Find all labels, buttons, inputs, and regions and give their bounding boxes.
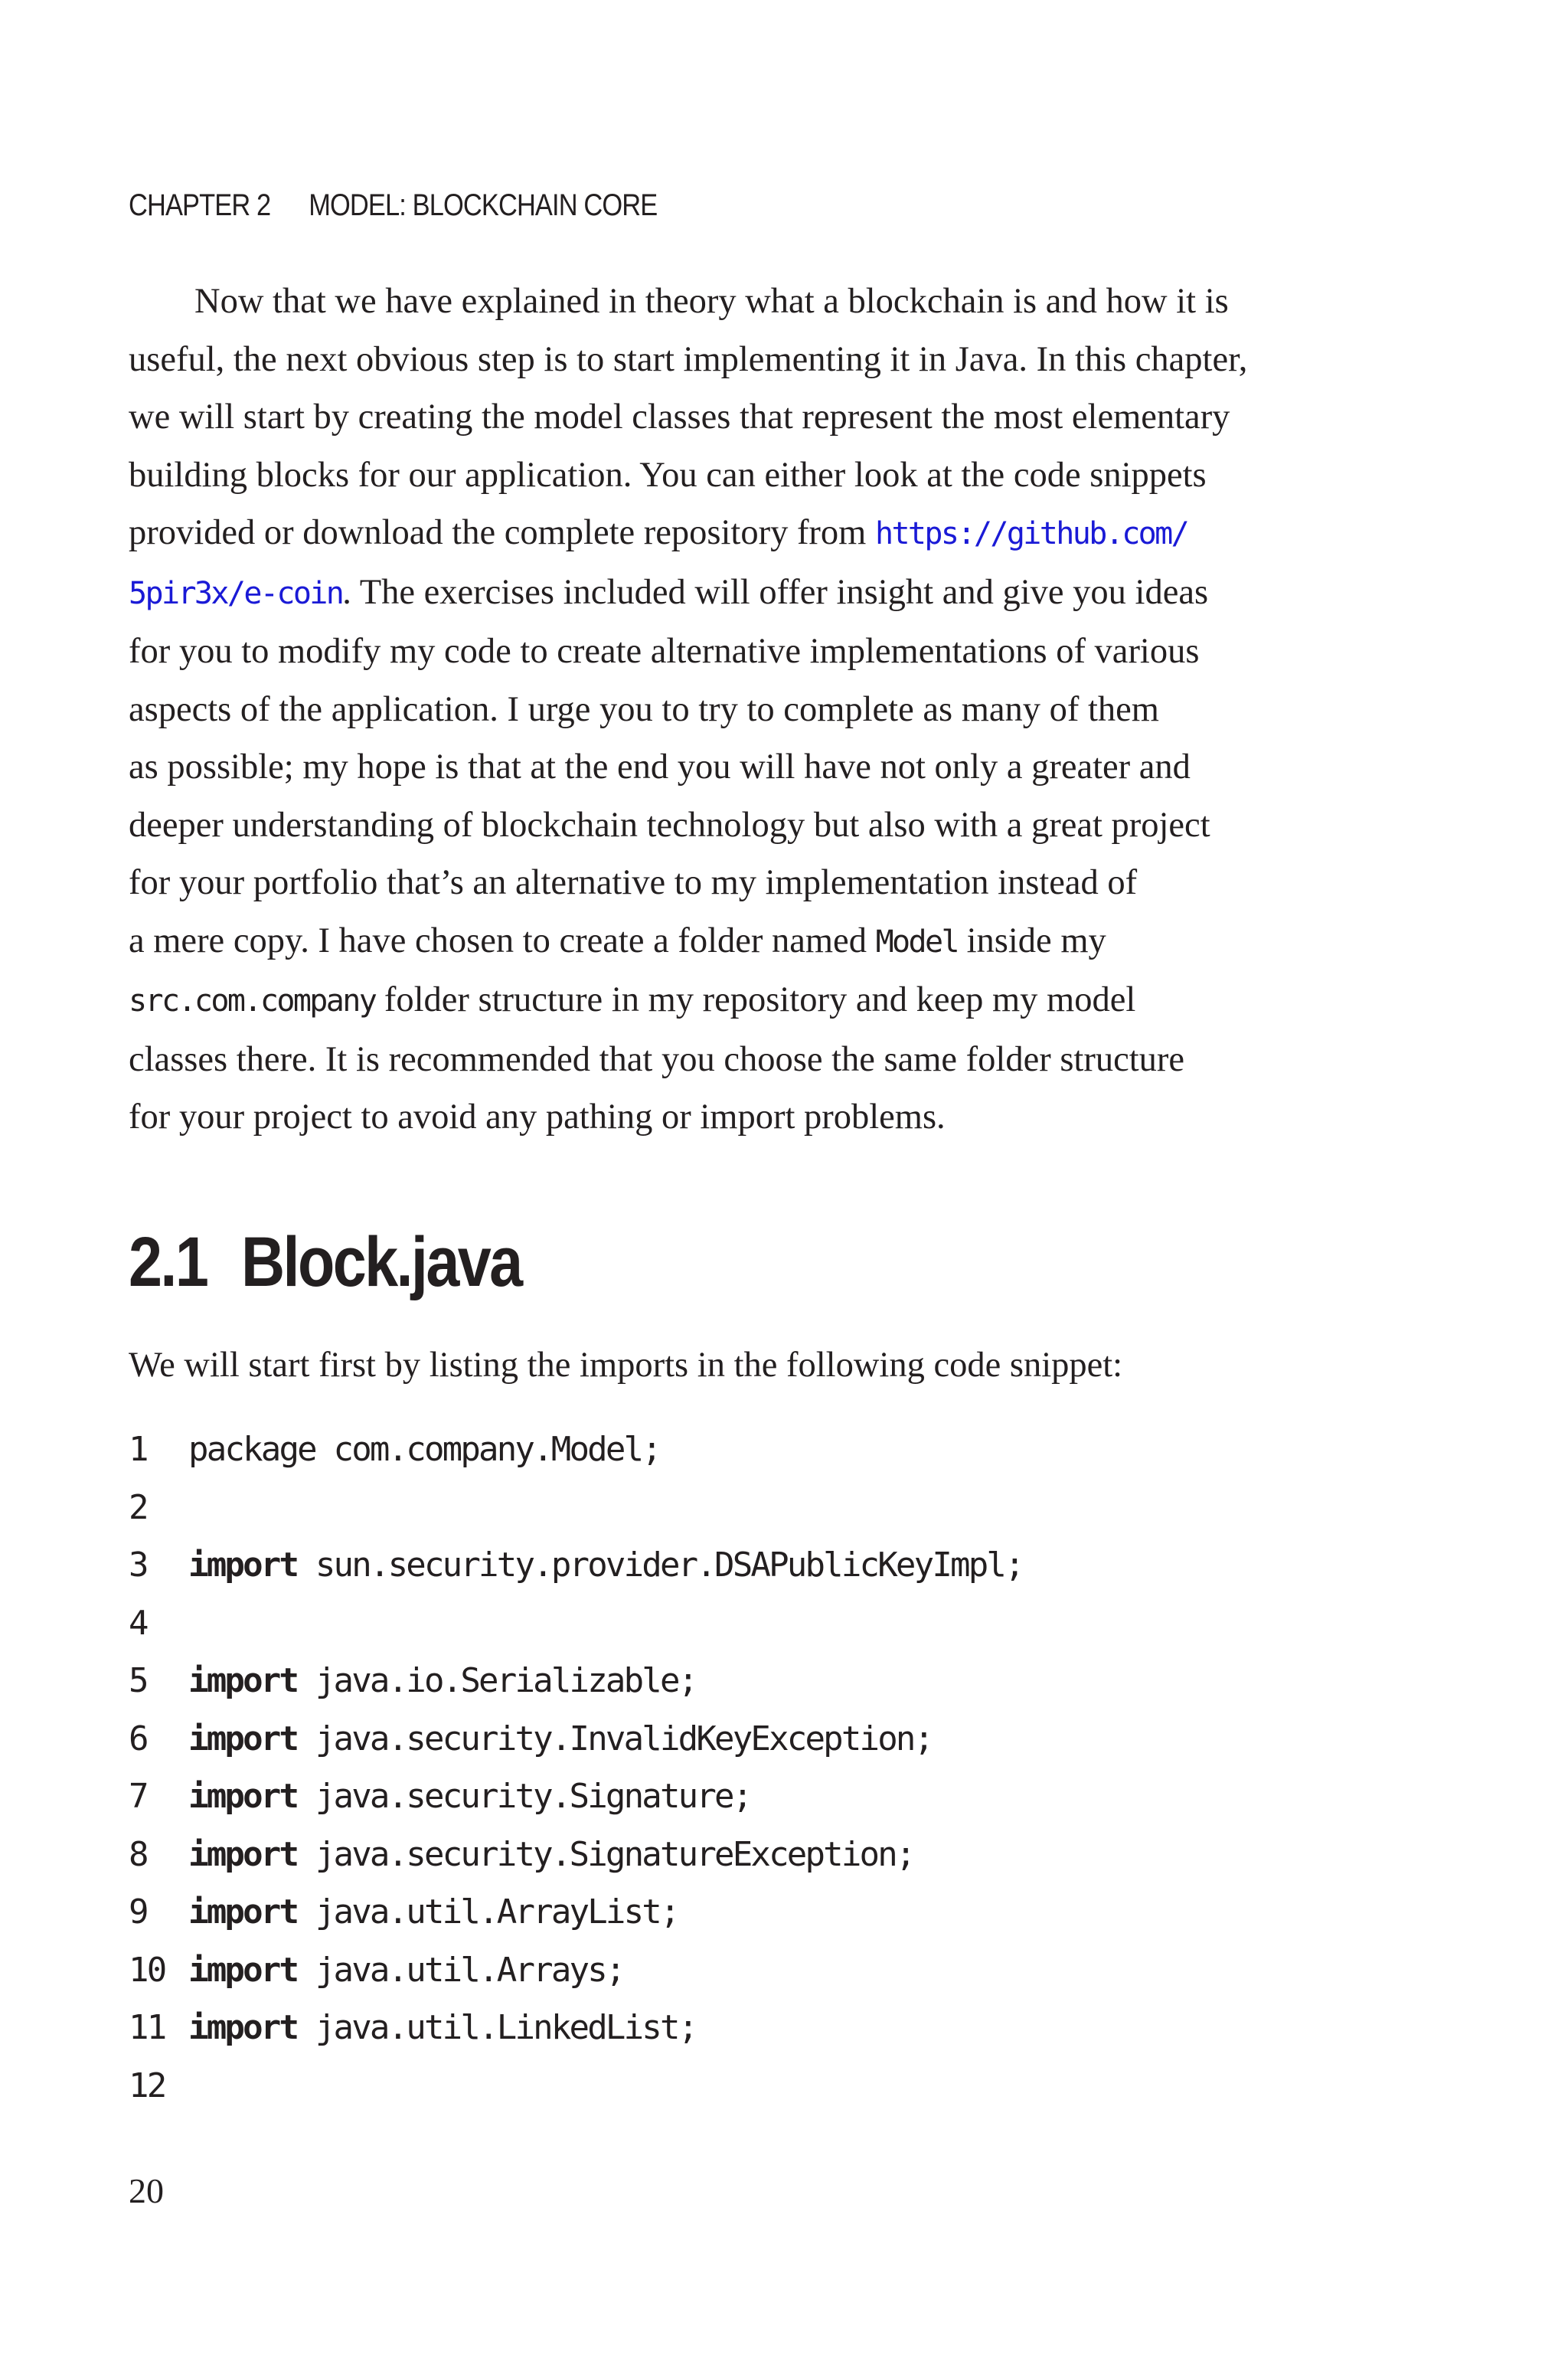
paragraph-text: a mere copy. I have chosen to create a folder named bbox=[129, 921, 876, 960]
paragraph-line: useful, the next obvious step is to start implementing it in Java. In this chapter, bbox=[129, 339, 1248, 379]
line-number: 9 bbox=[129, 1892, 147, 1932]
paragraph-line bbox=[129, 564, 1400, 623]
line-number: 10 bbox=[129, 1950, 165, 1990]
code-listing bbox=[129, 1421, 1023, 2115]
chapter-label: CHAPTER 2 bbox=[129, 188, 271, 222]
paragraph-line bbox=[129, 504, 1400, 564]
line-number: 2 bbox=[129, 1487, 147, 1527]
inline-code-src: src.com.company bbox=[129, 983, 376, 1019]
code-line bbox=[129, 2057, 1023, 2115]
line-number: 11 bbox=[129, 2008, 165, 2047]
paragraph-line: for you to modify my code to create alternative implementations of various bbox=[129, 632, 1200, 671]
code-text: java.util.Arrays; bbox=[297, 1950, 624, 1990]
code-line bbox=[129, 1421, 1023, 1479]
code-keyword: import bbox=[188, 1950, 298, 1990]
code-keyword: import bbox=[188, 1719, 298, 1758]
repository-link-part1[interactable]: https://github.com/ bbox=[874, 516, 1188, 551]
code-text: package com.company.Model; bbox=[188, 1430, 660, 1469]
code-line bbox=[129, 1536, 1023, 1595]
code-keyword: import bbox=[188, 1661, 298, 1700]
paragraph-text: inside my bbox=[958, 921, 1106, 960]
code-line bbox=[129, 1595, 1023, 1653]
line-number: 6 bbox=[129, 1719, 147, 1758]
code-line bbox=[129, 1999, 1023, 2057]
code-keyword: import bbox=[188, 1546, 298, 1585]
page-number: 20 bbox=[129, 2171, 164, 2210]
code-keyword: import bbox=[188, 1834, 298, 1874]
code-keyword: import bbox=[188, 1892, 298, 1932]
section-number: 2.1 bbox=[129, 1223, 207, 1301]
inline-code-model: Model bbox=[875, 924, 958, 960]
paragraph-line: building blocks for our application. You can either look at the code snippets bbox=[129, 455, 1207, 495]
line-number: 4 bbox=[129, 1603, 147, 1643]
code-line bbox=[129, 1826, 1023, 1884]
paragraph-text: . The exercises included will offer insight and give you ideas bbox=[342, 572, 1209, 612]
chapter-title: MODEL: BLOCKCHAIN CORE bbox=[309, 188, 658, 222]
code-line bbox=[129, 1768, 1023, 1826]
code-line bbox=[129, 1941, 1023, 2000]
code-line bbox=[129, 1479, 1023, 1537]
paragraph-line: deeper understanding of blockchain technology but also with a great project bbox=[129, 805, 1210, 845]
section-heading bbox=[129, 1222, 521, 1303]
running-header bbox=[129, 188, 657, 223]
line-number: 12 bbox=[129, 2066, 165, 2105]
paragraph-line bbox=[129, 912, 1400, 972]
line-number: 7 bbox=[129, 1777, 147, 1816]
code-line bbox=[129, 1652, 1023, 1710]
paragraph-line: for your portfolio that’s an alternative to my implementation instead of bbox=[129, 863, 1138, 902]
section-intro: We will start first by listing the imports in the following code snippet: bbox=[129, 1346, 1123, 1385]
paragraph-line: Now that we have explained in theory what a blockchain is and how it is bbox=[194, 282, 1229, 321]
code-text: java.security.Signature; bbox=[297, 1777, 751, 1816]
code-text: java.security.SignatureException; bbox=[297, 1834, 914, 1874]
code-text: java.util.ArrayList; bbox=[297, 1892, 678, 1932]
paragraph-line: as possible; my hope is that at the end you will have not only a greater and bbox=[129, 747, 1191, 787]
code-text: java.security.InvalidKeyException; bbox=[297, 1719, 933, 1758]
code-line bbox=[129, 1883, 1023, 1941]
repository-link-part2[interactable]: 5pir3x/e-coin bbox=[129, 575, 343, 611]
code-line bbox=[129, 1710, 1023, 1768]
line-number: 3 bbox=[129, 1546, 147, 1585]
code-text: sun.security.provider.DSAPublicKeyImpl; bbox=[297, 1546, 1023, 1585]
paragraph-line bbox=[129, 971, 1400, 1031]
paragraph-text: provided or download the complete repository from bbox=[129, 513, 875, 552]
line-number: 1 bbox=[129, 1430, 147, 1469]
paragraph-line: for your project to avoid any pathing or import problems. bbox=[129, 1097, 946, 1137]
code-keyword: import bbox=[188, 1777, 298, 1816]
paragraph-text: folder structure in my repository and keep my model bbox=[375, 980, 1136, 1019]
paragraph-line: we will start by creating the model classes that represent the most elementary bbox=[129, 397, 1230, 437]
code-text: java.util.LinkedList; bbox=[297, 2008, 697, 2047]
paragraph-line: aspects of the application. I urge you to try to complete as many of them bbox=[129, 689, 1159, 729]
paragraph-line: classes there. It is recommended that you choose the same folder structure bbox=[129, 1039, 1185, 1079]
line-number: 8 bbox=[129, 1834, 147, 1874]
line-number: 5 bbox=[129, 1661, 147, 1700]
code-text: java.io.Serializable; bbox=[297, 1661, 697, 1700]
code-keyword: import bbox=[188, 2008, 298, 2047]
section-title: Block.java bbox=[240, 1223, 521, 1301]
intro-paragraph bbox=[129, 273, 1400, 1146]
